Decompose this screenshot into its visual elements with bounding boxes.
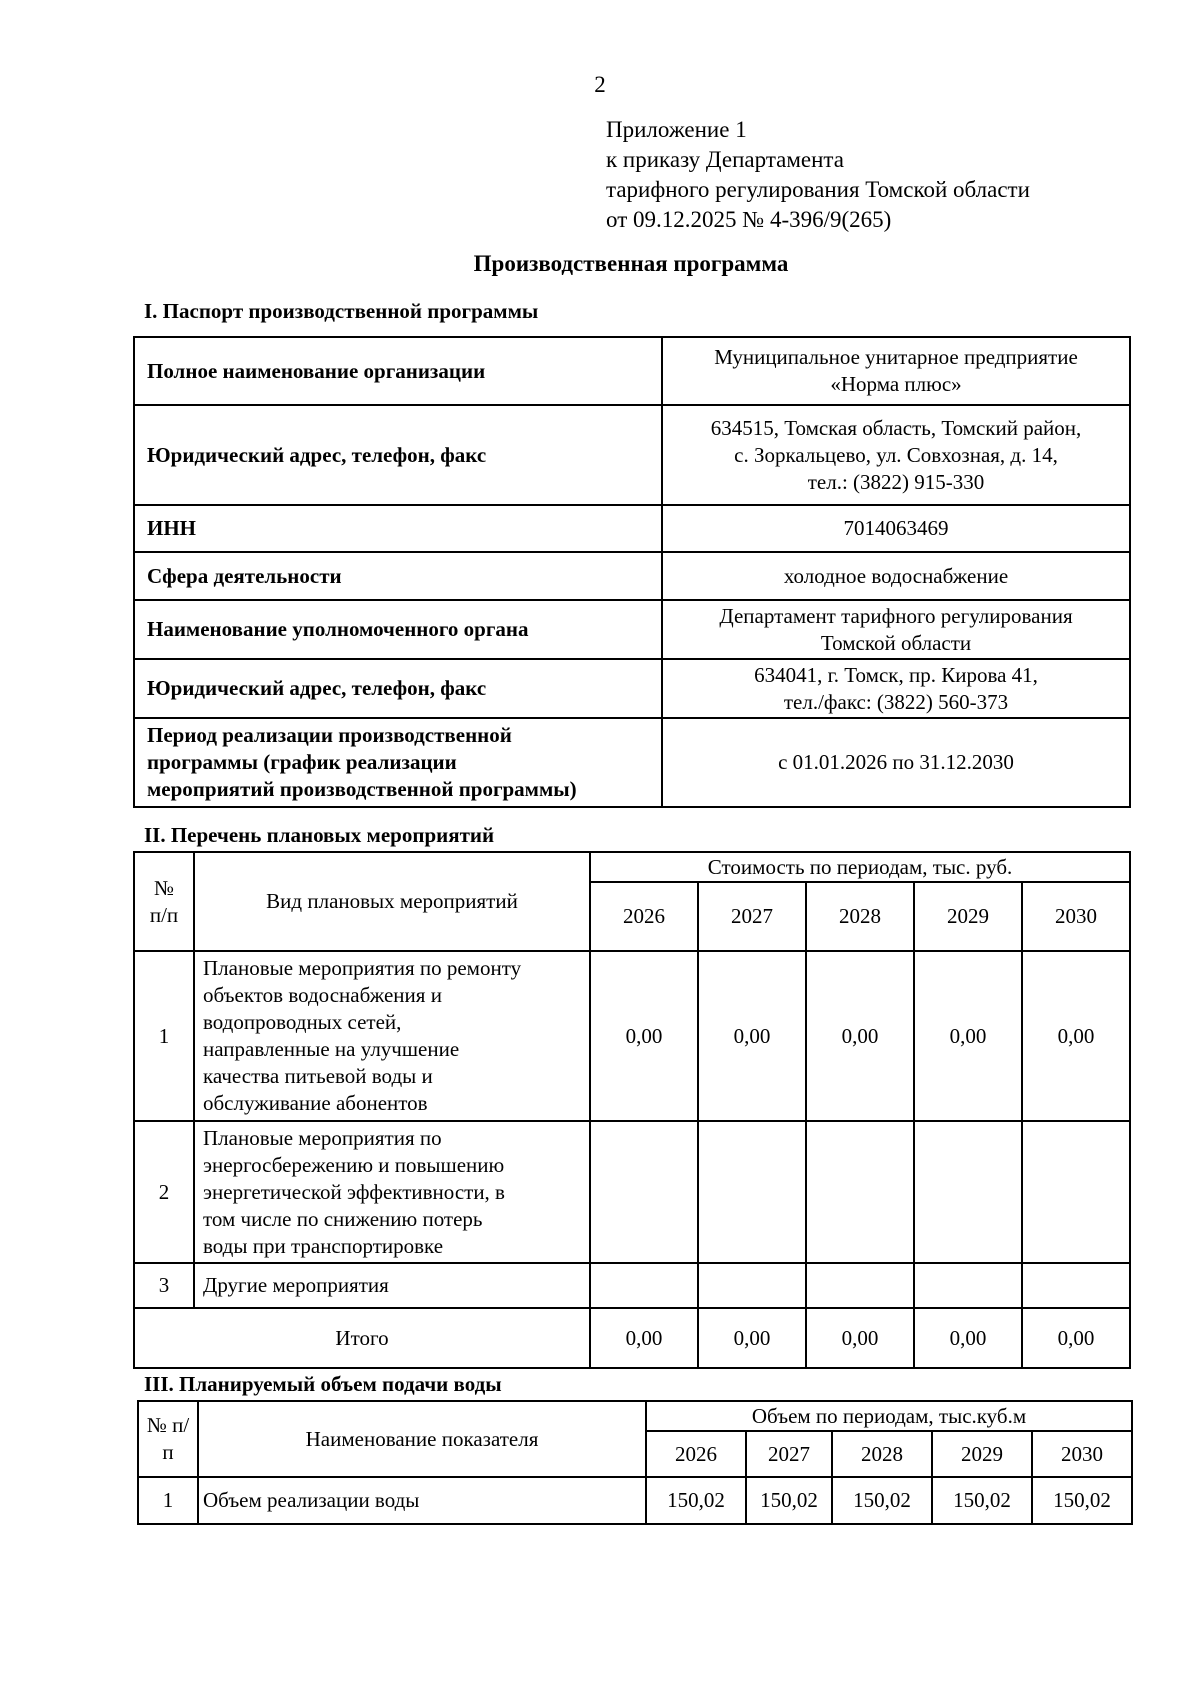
- measure-line: энергетической эффективности, в: [203, 1179, 505, 1204]
- measure-line: Плановые мероприятия по ремонту: [203, 956, 522, 980]
- page-number: 2: [594, 72, 606, 97]
- indicator-name: Объем реализации воды: [198, 1477, 646, 1524]
- year-header: 2026: [646, 1431, 746, 1477]
- year-header: 2027: [698, 882, 806, 951]
- year-header: 2029: [914, 882, 1022, 951]
- appendix-line: от 09.12.2025 № 4-396/9(265): [606, 207, 892, 232]
- year-header: 2029: [932, 1431, 1032, 1477]
- table-row: [138, 1477, 1132, 1524]
- appendix-line: к приказу Департамента: [606, 147, 844, 172]
- measure-line: Плановые мероприятия по: [203, 1125, 442, 1150]
- cost-cell: [698, 1121, 806, 1263]
- volume-cell: 150,02: [646, 1477, 746, 1524]
- cost-cell: 0,00: [590, 951, 698, 1121]
- cost-cell: 0,00: [1022, 951, 1130, 1121]
- measures-table: [133, 851, 1131, 1369]
- value-line: 634041, г. Томск, пр. Кирова 41,: [754, 662, 1038, 687]
- measure-line: воды при транспортировке: [203, 1233, 444, 1258]
- measure-line: том числе по снижению потерь: [203, 1206, 483, 1231]
- year-header: 2030: [1022, 882, 1130, 951]
- appendix-line: тарифного регулирования Томской области: [606, 177, 1030, 202]
- cost-cell: 0,00: [698, 951, 806, 1121]
- column-header-indicator: Наименование показателя: [198, 1401, 646, 1477]
- column-header-measure-type: Вид плановых мероприятий: [194, 852, 590, 951]
- measure-line: объектов водоснабжения и: [203, 983, 442, 1007]
- table-row: [134, 659, 1130, 718]
- cost-cell: [1022, 1121, 1130, 1263]
- appendix-line: Приложение 1: [606, 117, 747, 142]
- year-header: 2028: [806, 882, 914, 951]
- value-line: 634515, Томская область, Томский район,: [710, 415, 1082, 440]
- passport-value: 7014063469: [662, 505, 1130, 552]
- cost-cell: [914, 1121, 1022, 1263]
- value-line: Томской области: [820, 630, 972, 655]
- measure-name: [194, 1121, 590, 1263]
- cost-cell: [1022, 1263, 1130, 1308]
- value-line: тел.: (3822) 915-330: [807, 469, 985, 494]
- cost-cell: 0,00: [914, 951, 1022, 1121]
- passport-value: с 01.01.2026 по 31.12.2030: [662, 718, 1130, 807]
- year-header: 2030: [1032, 1431, 1132, 1477]
- table-row: [134, 718, 1130, 807]
- value-line: Департамент тарифного регулирования: [719, 603, 1073, 628]
- passport-label: Юридический адрес, телефон, факс: [134, 659, 662, 718]
- table-header-row: [134, 852, 1130, 882]
- column-header-number: № п/п: [134, 852, 194, 951]
- passport-value: [662, 600, 1130, 659]
- passport-value: [662, 659, 1130, 718]
- passport-label: Полное наименование организации: [134, 337, 662, 405]
- row-number: 1: [134, 951, 194, 1121]
- table-row: [134, 337, 1130, 405]
- label-line: мероприятий производственной программы): [147, 777, 577, 801]
- table-row: [134, 1121, 1130, 1263]
- table-row: [134, 405, 1130, 505]
- label-line: Период реализации производственной: [147, 723, 512, 747]
- section-2-heading: II. Перечень плановых мероприятий: [144, 823, 495, 847]
- document-title: Производственная программа: [473, 251, 789, 276]
- table-header-row: [138, 1401, 1132, 1431]
- appendix-header: [606, 115, 1030, 235]
- column-header-cost: Стоимость по периодам, тыс. руб.: [590, 852, 1130, 882]
- measure-name: Другие мероприятия: [194, 1263, 590, 1308]
- volume-cell: 150,02: [1032, 1477, 1132, 1524]
- cost-cell: [806, 1263, 914, 1308]
- volume-cell: 150,02: [746, 1477, 832, 1524]
- total-cell: 0,00: [698, 1308, 806, 1368]
- passport-label: ИНН: [134, 505, 662, 552]
- year-header: 2027: [746, 1431, 832, 1477]
- year-header: 2028: [832, 1431, 932, 1477]
- measure-line: направленные на улучшение: [203, 1037, 460, 1061]
- table-row: [134, 600, 1130, 659]
- total-cell: 0,00: [806, 1308, 914, 1368]
- measure-line: энергосбережению и повышению: [203, 1152, 505, 1177]
- section-1-heading: I. Паспорт производственной программы: [144, 299, 539, 323]
- passport-label: Сфера деятельности: [134, 552, 662, 600]
- row-number: 2: [134, 1121, 194, 1263]
- cost-cell: [590, 1121, 698, 1263]
- row-number: 1: [138, 1477, 198, 1524]
- cost-cell: 0,00: [806, 951, 914, 1121]
- volume-cell: 150,02: [932, 1477, 1032, 1524]
- value-line: «Норма плюс»: [830, 372, 962, 396]
- volume-cell: 150,02: [832, 1477, 932, 1524]
- passport-value: [662, 405, 1130, 505]
- total-cell: 0,00: [914, 1308, 1022, 1368]
- passport-table: [133, 336, 1131, 808]
- table-row: [134, 1263, 1130, 1308]
- passport-label: [134, 718, 662, 807]
- cost-cell: [806, 1121, 914, 1263]
- table-row: [134, 505, 1130, 552]
- value-line: с. Зоркальцево, ул. Совхозная, д. 14,: [734, 442, 1058, 467]
- cost-cell: [914, 1263, 1022, 1308]
- total-cell: 0,00: [590, 1308, 698, 1368]
- table-row: [134, 552, 1130, 600]
- passport-value: [662, 337, 1130, 405]
- passport-value: холодное водоснабжение: [662, 552, 1130, 600]
- total-label: Итого: [134, 1308, 590, 1368]
- measure-line: качества питьевой воды и: [203, 1064, 433, 1088]
- year-header: 2026: [590, 882, 698, 951]
- label-line: программы (график реализации: [147, 750, 457, 774]
- value-line: Муниципальное унитарное предприятие: [714, 345, 1078, 369]
- measure-line: водопроводных сетей,: [203, 1010, 402, 1034]
- volume-table: [137, 1400, 1133, 1525]
- section-3-heading: III. Планируемый объем подачи воды: [144, 1372, 502, 1396]
- passport-label: Юридический адрес, телефон, факс: [134, 405, 662, 505]
- total-cell: 0,00: [1022, 1308, 1130, 1368]
- measure-line: обслуживание абонентов: [203, 1091, 428, 1115]
- table-total-row: [134, 1308, 1130, 1368]
- column-header-number: № п/п: [138, 1401, 198, 1477]
- value-line: тел./факс: (3822) 560-373: [783, 689, 1009, 714]
- column-header-volume: Объем по периодам, тыс.куб.м: [646, 1401, 1132, 1431]
- row-number: 3: [134, 1263, 194, 1308]
- measure-name: [194, 951, 590, 1121]
- table-row: [134, 951, 1130, 1121]
- passport-label: Наименование уполномоченного органа: [134, 600, 662, 659]
- cost-cell: [590, 1263, 698, 1308]
- cost-cell: [698, 1263, 806, 1308]
